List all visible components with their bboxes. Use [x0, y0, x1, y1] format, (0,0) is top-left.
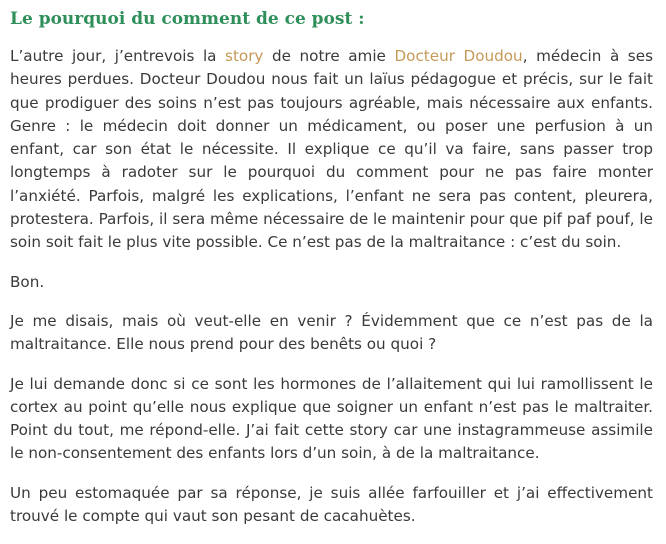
paragraph-intro [10, 45, 653, 255]
docteur-doudou-link[interactable]: Docteur Doudou [394, 47, 523, 65]
paragraph-hormones: Je lui demande donc si ce sont les hormones de l’allaitement qui lui ramollissent le cortex au point qu’elle nous explique que soigner un enfant n’est pas le maltraiter. Point du tout, me répond-elle. J’ai fait cette story car une instagrammeuse assimile le non-consentement des enfants lors d’un soin, à de la maltraitance. [10, 374, 653, 463]
paragraph-conclusion: Un peu estomaquée par sa réponse, je suis allée farfouiller et j’ai effectivement trouvé le compte qui vaut son pesant de cacahuètes. [10, 483, 653, 526]
paragraph-intro-text-3: , médecin à ses heures perdues. Docteur Doudou nous fait un laïus pédagogue et précis, sur le fait que prodiguer des soins n’est pas toujours agréable, mais nécessaire aux enfants. Genre : le médecin doit donner un médicament, ou poser une perfusion à un enfant, car son état le nécessite. Il explique ce qu’il va faire, sans passer trop longtemps à radoter sur le pourquoi du comment pour ne pas faire monter l’anxiété. Parfois, malgré les explications, l’enfant ne sera pas content, pleurera, protestera. Parfois, il sera même nécessaire de le maintenir pour que pif paf pouf, le soin soit fait le plus vite possible. Ce n’est pas de la maltraitance : c’est du soin. [10, 47, 653, 252]
paragraph-intro-text-2: de notre amie [263, 47, 395, 65]
section-heading: Le pourquoi du comment de ce post : [10, 9, 365, 29]
paragraph-intro-text-1: L’autre jour, j’entrevois la [10, 47, 226, 65]
paragraph-bon: Bon. [10, 272, 45, 291]
story-link[interactable]: story [225, 47, 264, 65]
article-body [10, 6, 653, 544]
paragraph-question: Je me disais, mais où veut-elle en venir ? Évidemment que ce n’est pas de la maltraitance. Elle nous prend pour des benêts ou quoi ? [10, 311, 653, 354]
